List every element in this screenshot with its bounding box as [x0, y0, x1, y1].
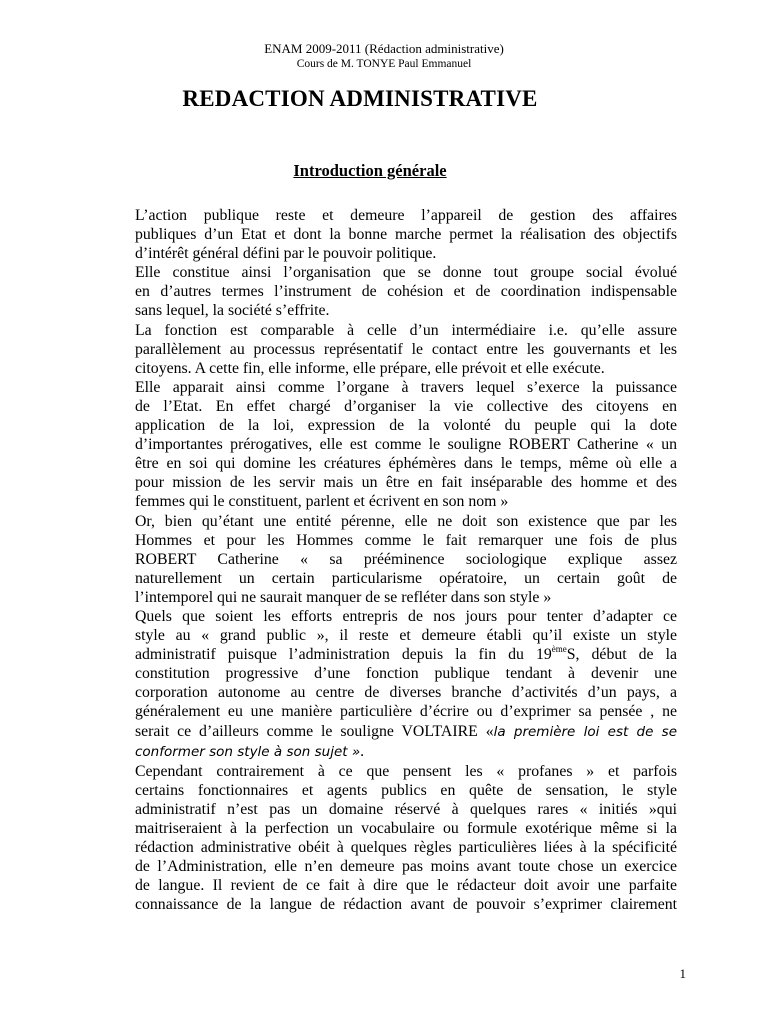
text-line: de langue. Il revient de ce fait à dire que le rédacteur doit avoir une parfaite — [135, 877, 677, 895]
paragraph-6 — [88, 607, 677, 762]
text-line: l’intemporel qui ne saurait manquer de se refléter dans son style » — [135, 588, 552, 606]
text-line: constitution progressive d’une fonction publique tendant à devenir une — [135, 665, 677, 683]
line-text: . — [360, 742, 365, 760]
text-line: application de la loi, expression de la volonté du peuple qui la dote — [135, 417, 677, 435]
text-line: Quels que soient les efforts entrepris de nos jours pour tenter d’adapter ce — [135, 607, 677, 625]
paragraph-7 — [88, 762, 677, 915]
line-text: S, début de la — [566, 646, 677, 664]
text-line: connaissance de la langue de rédaction avant de pouvoir s’exprimer clairement — [135, 896, 677, 914]
text-line: d’intérêt général défini par le pouvoir politique. — [135, 245, 437, 263]
instructor-header: Cours de M. TONYE Paul Emmanuel — [296, 58, 472, 70]
text-line: Cependant contrairement à ce que pensent les « profanes » et parfois — [135, 762, 677, 780]
paragraph-3 — [88, 321, 677, 378]
text-line: publiques d’un Etat et dont la bonne marche permet la réalisation des objectifs — [135, 226, 677, 244]
text-line: Elle apparait ainsi comme l’organe à travers lequel s’exerce la puissance — [135, 378, 677, 396]
text-line: certains fonctionnaires et agents publics en quête de sensation, le style — [135, 781, 677, 799]
text-line: sans lequel, la société s’effrite. — [135, 302, 330, 320]
text-line: rédaction administrative obéit à quelques règles particulières liées à la spécificité — [135, 839, 677, 857]
text-line: d’importantes prérogatives, elle est comme le souligne ROBERT Catherine « un — [135, 436, 677, 454]
text-line: L’action publique reste et demeure l’appareil de gestion des affaires — [135, 207, 677, 224]
text-line: Elle constitue ainsi l’organisation que se donne tout groupe social évolué — [135, 264, 677, 282]
text-line: de l’Etat. En effet chargé d’organiser la vie collective des citoyens en — [135, 397, 677, 415]
paragraph-2 — [88, 263, 677, 320]
line-text: serait ce d’ailleurs comme le souligne VOLTAIRE « — [135, 722, 494, 740]
text-line: en d’autres termes l’instrument de cohésion et de coordination indispensable — [135, 283, 677, 301]
line-text: administratif puisque l’administration depuis la fin du 19 — [135, 646, 552, 664]
text-line: être en soi qui domine les créatures éphémères dans le temps, même où elle a — [135, 455, 677, 473]
course-header: ENAM 2009-2011 (Rédaction administrative) — [264, 41, 504, 56]
voltaire-quote: la première loi est de se — [493, 723, 677, 740]
text-line: Hommes et pour les Hommes comme le fait remarquer une fois de plus — [135, 531, 677, 549]
page-number: 1 — [679, 966, 686, 981]
text-line: Or, bien qu’étant une entité pérenne, elle ne doit son existence que par les — [135, 512, 677, 530]
text-line — [88, 742, 677, 762]
text-line: femmes qui le constituent, parlent et écrivent en son nom » — [135, 493, 509, 511]
text-line: administratif n’est pas un domaine réservé à quelques rares « initiés »qui — [135, 800, 677, 818]
text-line: style au « grand public », il reste et demeure établi qu’il existe un style — [135, 627, 677, 645]
text-line: maitriseraient à la perfection un vocabulaire ou formule exotérique même si la — [135, 820, 677, 837]
text-line: naturellement un certain particularisme opératoire, un certain goût de — [135, 569, 677, 587]
text-line — [88, 645, 677, 664]
paragraph-4 — [88, 378, 677, 512]
paragraph-5 — [88, 512, 677, 607]
document-title: REDACTION ADMINISTRATIVE — [182, 86, 538, 111]
text-line: parallèlement au processus représentatif le contact entre les gouvernants et les — [135, 340, 677, 358]
text-line: citoyens. A cette fin, elle informe, elle prépare, elle prévoit et elle exécute. — [135, 359, 605, 377]
voltaire-quote-end: conformer son style à son sujet » — [135, 743, 361, 760]
text-line — [88, 722, 677, 742]
text-line: pour mission de les servir mais un être en fait inséparable des homme et des — [135, 474, 677, 492]
body-text — [88, 206, 677, 914]
text-line: ROBERT Catherine « sa prééminence sociologique explique assez — [135, 550, 677, 568]
text-line: généralement eu une manière particulière d’écrire ou d’exprimer sa pensée , ne — [135, 703, 677, 721]
text-line: corporation autonome au centre de diverses branche d’activités d’un pays, a — [135, 684, 677, 702]
ordinal-superscript: ème — [551, 643, 567, 654]
text-line: de l’Administration, elle n’en demeure pas moins avant toute chose un exercice — [135, 858, 677, 876]
paragraph-1 — [88, 206, 677, 263]
text-line: La fonction est comparable à celle d’un intermédiaire i.e. qu’elle assure — [135, 321, 677, 339]
section-title: Introduction générale — [293, 161, 447, 180]
